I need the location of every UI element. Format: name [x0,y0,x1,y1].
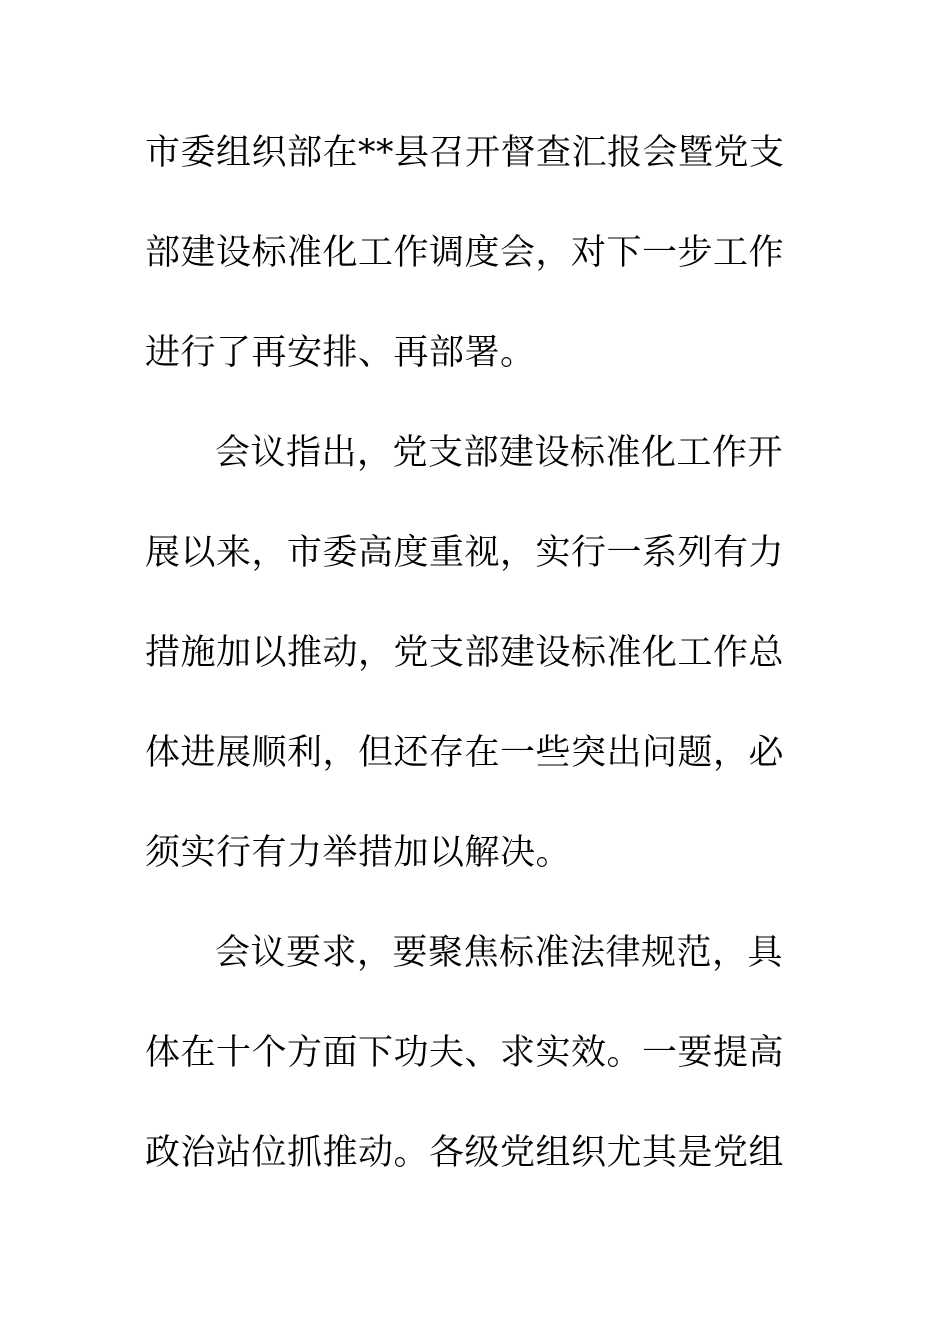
text-line: 措施加以推动，党支部建设标准化工作总 [145,633,785,673]
text-line: 进行了再安排、再部署。 [145,333,536,373]
paragraph-first-line: 会议指出，党支部建设标准化工作开 [215,433,784,473]
text-line: 体进展顺利，但还存在一些突出问题，必 [145,733,785,773]
text-line: 市委组织部在**县召开督查汇报会暨党支 [145,133,785,173]
text-line: 展以来，市委高度重视，实行一系列有力 [145,533,785,573]
text-line: 须实行有力举措加以解决。 [145,833,572,873]
paragraph-first-line: 会议要求，要聚焦标准法律规范，具 [215,933,784,973]
text-line: 政治站位抓推动。各级党组织尤其是党组 [145,1133,785,1173]
text-line: 部建设标准化工作调度会，对下一步工作 [145,233,785,273]
text-line: 体在十个方面下功夫、求实效。一要提高 [145,1033,785,1073]
document-body [145,120,785,1220]
